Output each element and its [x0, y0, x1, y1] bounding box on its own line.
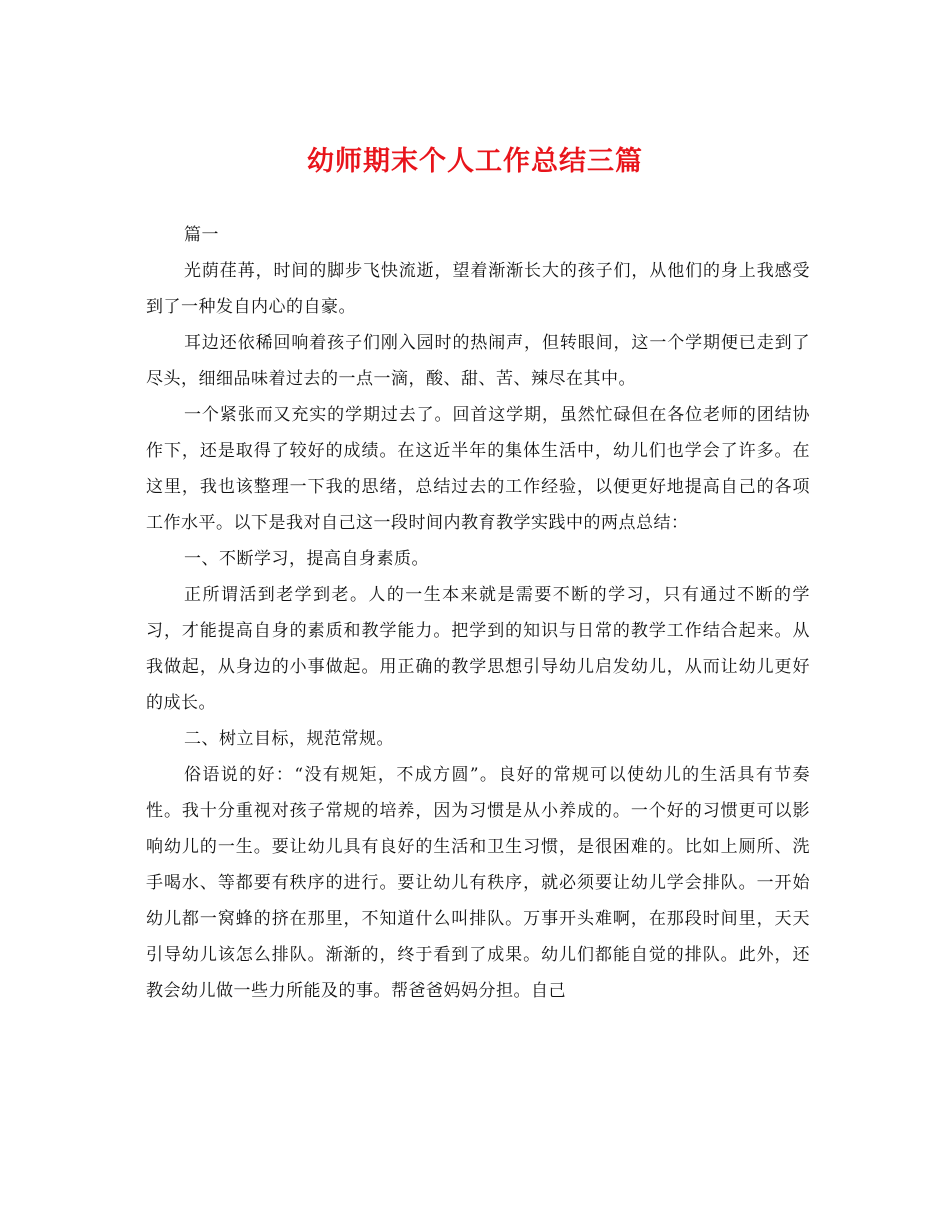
body-paragraph: 耳边还依稀回响着孩子们刚入园时的热闹声，但转眼间，这一个学期便已走到了尽头，细细品味着过去的一点一滴，酸、甜、苦、辣尽在其中。 — [146, 333, 810, 389]
document-title: 幼师期末个人工作总结三篇 — [307, 146, 643, 177]
body-paragraph: 正所谓活到老学到老。人的一生本来就是需要不断的学习，只有通过不断的学习，才能提高自身的素质和教学能力。把学到的知识与日常的教学工作结合起来。从我做起，从身边的小事做起。用正确的教学思想引导幼儿启发幼儿，从而让幼儿更好的成长。 — [146, 585, 810, 713]
subsection-heading: 二、树立目标，规范常规。 — [184, 729, 394, 749]
document-body — [146, 217, 810, 1009]
subsection-heading: 一、不断学习，提高自身素质。 — [184, 549, 429, 569]
body-paragraph: 光荫荏苒，时间的脚步飞快流逝，望着渐渐长大的孩子们，从他们的身上我感受到了一种发自内心的自豪。 — [146, 261, 810, 317]
section-heading: 篇一 — [184, 225, 219, 245]
body-paragraph: 俗语说的好：“没有规矩，不成方圆”。良好的常规可以使幼儿的生活具有节奏性。我十分重视对孩子常规的培养，因为习惯是从小养成的。一个好的习惯更可以影响幼儿的一生。要让幼儿具有良好的生活和卫生习惯，是很困难的。比如上厕所、洗手喝水、等都要有秩序的进行。要让幼儿有秩序，就必须要让幼儿学会排队。一开始幼儿都一窝蜂的挤在那里，不知道什么叫排队。万事开头难啊，在那段时间里，天天引导幼儿该怎么排队。渐渐的，终于看到了成果。幼儿们都能自觉的排队。此外，还教会幼儿做一些力所能及的事。帮爸爸妈妈分担。自己 — [146, 765, 810, 1001]
body-paragraph: 一个紧张而又充实的学期过去了。回首这学期，虽然忙碌但在各位老师的团结协作下，还是取得了较好的成绩。在这近半年的集体生活中，幼儿们也学会了许多。在这里，我也该整理一下我的思绪，总结过去的工作经验，以便更好地提高自己的各项工作水平。以下是我对自己这一段时间内教育教学实践中的两点总结： — [146, 405, 810, 533]
